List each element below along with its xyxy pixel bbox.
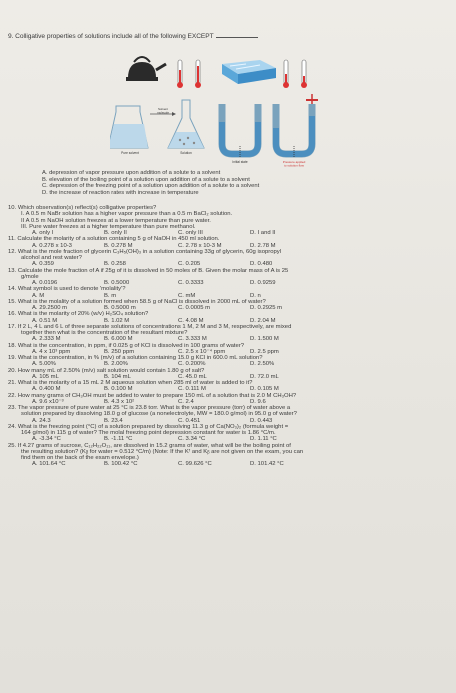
question-stem: 18. What is the concentration, in ppm, if 0.025 g of KCl is dissolved in 100 grams of water? <box>8 342 245 349</box>
choice-c[interactable]: C. 3.34 °C <box>178 436 206 443</box>
question-stem-cont: alcohol and rest water? <box>21 255 82 261</box>
choice-b[interactable]: B. -1.11 °C <box>104 436 133 443</box>
question-22 <box>8 393 452 406</box>
question-stem-cont: find them on the back of the exam envelope.) <box>21 455 139 461</box>
question-25 <box>8 443 452 468</box>
choice-a[interactable]: A. 105 mL <box>32 373 59 380</box>
label-solvent-molecule: Solvent molecule <box>156 107 170 115</box>
question-13 <box>8 268 452 287</box>
choice-c[interactable]: C. 2.78 x 10-3 M <box>178 242 222 249</box>
question-stem: 16. What is the molarity of 20% (w/v) H₂SO₄ solution? <box>8 311 149 318</box>
u-tube-pressure-icon <box>276 94 318 158</box>
choice-c[interactable]: C. 45.0 mL <box>178 373 207 380</box>
beaker-pure-solvent-icon <box>110 106 148 148</box>
choice-a[interactable]: A. 0.278 x 10-3 <box>32 242 72 249</box>
choice-b[interactable]: B. 104 mL <box>104 373 131 380</box>
flask-solution-icon <box>168 100 204 148</box>
choice-b[interactable]: B. m <box>104 292 117 299</box>
choice-d[interactable]: D. 2.78 M <box>250 242 276 249</box>
question-11 <box>8 236 452 249</box>
option-c[interactable]: C. depression of the freezing point of a solution upon addition of a solute to a solvent <box>42 183 260 190</box>
choice-c[interactable]: C. only III <box>178 230 203 236</box>
choice-b[interactable]: B. 1.02 M <box>104 317 130 324</box>
choice-d[interactable]: D. 2.50% <box>250 361 275 368</box>
question-stem: 22. How many grams of CH₃OH must be added to water to prepare 150 mL of a solution that is 2.0 M CH₃OH? <box>8 392 297 399</box>
choice-d[interactable]: D. 9.6 <box>250 398 266 405</box>
choice-a[interactable]: A. only I <box>32 230 54 236</box>
choice-b[interactable]: B. 0.278 M <box>104 242 133 249</box>
choice-d[interactable]: D. 0.480 <box>250 261 273 268</box>
question-stem-cont: the resulting solution? (Kᵦ for water = 0.512 °C/m) (Note: If the Kᶠ and Kᵦ are not given on the exam, you can <box>21 448 304 455</box>
choice-a[interactable]: A. 24.3 <box>32 417 51 424</box>
question-stem: 15. What is the molality of a solution formed when 58.5 g of NaCl is dissolved in 2000 mL of water? <box>8 298 266 305</box>
choice-c[interactable]: C. mM <box>178 292 196 299</box>
option-b[interactable]: B. elevation of the boiling point of a solution upon addition of a solute to a solvent <box>42 176 250 183</box>
choice-b[interactable]: B. 0.5000 m <box>104 305 136 311</box>
choice-d[interactable]: D. 0.105 M <box>250 386 279 393</box>
choice-c[interactable]: C. 4.08 M <box>178 317 204 324</box>
choice-b[interactable]: B. 0.100 M <box>104 386 133 393</box>
u-tube-initial-icon <box>222 104 258 158</box>
question-stem: 11. Calculate the molarity of a solution containing 5 g of NaOH in 450 ml solution. <box>8 236 220 243</box>
statement: II A 0.5 m NaOH solution freezes at a lower temperature than pure water. <box>21 217 211 224</box>
label-initial-state: Initial state <box>232 160 248 164</box>
choice-b[interactable]: B. 23.4 <box>104 417 123 424</box>
ice-tray-icon <box>222 60 276 84</box>
choice-c[interactable]: C. 99.626 °C <box>178 461 212 468</box>
choice-a[interactable]: A. 0.51 M <box>32 317 58 324</box>
choice-b[interactable]: B. 6.000 M <box>104 336 133 343</box>
question-17 <box>8 324 452 343</box>
question-14 <box>8 286 452 299</box>
choice-d[interactable]: D. 72.0 mL <box>250 373 279 380</box>
choice-d[interactable]: D. 2.04 M <box>250 317 276 324</box>
choice-a[interactable]: A. 0.400 M <box>32 386 61 393</box>
choice-d[interactable]: D. 0.9259 <box>250 280 276 286</box>
question-stem: 23. The vapor pressure of pure water at 25 °C is 23.8 torr. What is the vapor pressure (torr) of water above a <box>8 405 291 411</box>
option-a[interactable]: A. depression of vapor pressure upon addition of a solute to a solvent <box>42 170 221 176</box>
colligative-illustration <box>110 48 320 170</box>
question-9 <box>8 33 258 40</box>
thermometer-icon <box>301 60 307 88</box>
choice-d[interactable]: D. 101.42 °C <box>250 461 284 468</box>
kettle-icon <box>126 57 166 81</box>
question-23 <box>8 405 452 424</box>
statement: III. Pure water freezes at a higher temperature than pure methanol. <box>21 223 196 230</box>
question-stem: 12. What is the mole fraction of glycerin C₃H₅(OH)₃ in a solution containing 33g of glycerin, 60g isopropyl <box>8 248 282 255</box>
choice-c[interactable]: C. 0.200% <box>178 361 206 368</box>
choice-b[interactable]: B. 250 ppm <box>104 348 135 355</box>
choice-c[interactable]: C. 0.3333 <box>178 280 204 286</box>
choice-c[interactable]: C. 2.4 <box>178 398 194 405</box>
choice-d[interactable]: D. 1.500 M <box>250 336 279 343</box>
question-9-stem: 9. Colligative properties of solutions include all of the following EXCEPT <box>8 33 214 40</box>
choice-d[interactable]: D. 1.11 °C <box>250 436 277 443</box>
choice-a[interactable]: A. 5.00% <box>32 361 56 368</box>
choice-b[interactable]: B. 2.00% <box>104 361 128 368</box>
question-18 <box>8 343 452 356</box>
question-stem-cont: solution prepared by dissolving 18.0 g of glucose (a nonelectrolyte, MW = 180.0 g/mol) in 95.0 g of water? <box>21 411 297 418</box>
choice-b[interactable]: B. 0.5000 <box>104 280 130 286</box>
question-stem: 24. What is the freezing point (°C) of a solution prepared by dissolving 11.3 g of Ca(NO₃)₂ (formula weight = <box>8 423 289 430</box>
choice-a[interactable]: A. M <box>32 292 45 299</box>
choice-c[interactable]: C. 0.0005 m <box>178 305 211 311</box>
question-stem: 25. If 4.27 grams of sucrose, C₁₂H₂₂O₁₁, are dissolved in 15.2 grams of water, what will be the boiling point of <box>8 442 291 449</box>
thermometer-icon <box>283 60 289 88</box>
question-24 <box>8 424 452 443</box>
question-stem: 17. If 2 L, 4 L and 6 L of three separate solutions of concentrations 1 M, 2 M and 3 M, respectively, are mixed <box>8 323 292 330</box>
question-10 <box>8 205 452 236</box>
question-20 <box>8 368 452 381</box>
question-16 <box>8 311 452 324</box>
choice-c[interactable]: C. 0.451 <box>178 417 201 424</box>
question-stem: 10. Which observation(s) reflect(s) colligative properties? <box>8 205 157 211</box>
choice-a[interactable]: A. 0.359 <box>32 261 54 268</box>
question-stem-cont: 164 g/mol) in 115 g of water? The molal freezing point depression constant for water is 1.86 °C/m. <box>21 430 276 436</box>
label-solution: Solution <box>180 151 192 155</box>
choice-d[interactable]: D. 2.5 ppm <box>250 348 279 355</box>
choice-c[interactable]: C. 0.111 M <box>178 386 206 393</box>
choice-a[interactable]: A. 29.2500 m <box>32 305 68 311</box>
choice-b[interactable]: B. 0.258 <box>104 261 126 268</box>
choice-c[interactable]: C. 3.333 M <box>178 336 207 343</box>
question-12 <box>8 249 452 268</box>
thermometer-icon <box>177 60 183 88</box>
choice-d[interactable]: D. 0.443 <box>250 417 273 424</box>
choice-d[interactable]: D. I and II <box>250 230 276 236</box>
label-pure-solvent: Pure solvent <box>121 151 139 155</box>
choice-d[interactable]: D. n <box>250 292 261 299</box>
question-19 <box>8 355 452 368</box>
question-9-options <box>42 170 259 197</box>
label-pressure-applied: Pressure applied to solution flow <box>282 160 306 168</box>
question-21 <box>8 380 452 393</box>
choice-a[interactable]: A. 9.6 x10⁻³ <box>32 398 64 405</box>
question-stem: 19. What is the concentration, in % (m/v) of a solution containing 15.0 g KCl in 600.0 mL solution? <box>8 355 263 361</box>
question-15 <box>8 299 452 312</box>
choice-a[interactable]: A. 101.64 °C <box>32 461 66 468</box>
question-stem: 21. What is the molarity of a 15 mL 2 M aqueous solution when 285 ml of water is added to it? <box>8 380 253 386</box>
choice-c[interactable]: C. 0.205 <box>178 261 201 268</box>
question-stem-cont: together then what is the concentration of the resultant mixture? <box>21 330 188 336</box>
choice-a[interactable]: A. 2.333 M <box>32 336 61 343</box>
question-stem: 20. How many mL of 2.50% (m/v) salt solution would contain 1.80 g of salt? <box>8 367 205 374</box>
choice-b[interactable]: B. 100.42 °C <box>104 461 138 468</box>
choice-b[interactable]: B. only II <box>104 230 127 236</box>
choice-a[interactable]: A. -3.34 °C <box>32 436 61 443</box>
question-stem: 13. Calculate the mole fraction of A if 25g of it is dissolved in 50 moles of B. Given the molar mass of A is 25 <box>8 267 289 274</box>
question-stem: 14. What symbol is used to denote 'molality'? <box>8 286 126 293</box>
choice-c[interactable]: C. 2.5 x 10⁻⁴ ppm <box>178 348 226 355</box>
thermometer-icon <box>195 60 201 88</box>
option-d[interactable]: D. the increase of reaction rates with increase in temperature <box>42 190 199 197</box>
choice-a[interactable]: A. 0.0196 <box>32 280 58 286</box>
statement: I. A 0.5 m NaBr solution has a higher vapor pressure than a 0.5 m BaCl₂ solution. <box>21 211 233 218</box>
answer-blank <box>216 37 258 38</box>
question-stem-cont: g/mole <box>21 273 39 280</box>
choice-a[interactable]: A. 4 x 10³ ppm <box>32 348 71 355</box>
choice-d[interactable]: D. 0.2925 m <box>250 305 283 311</box>
choice-b[interactable]: B. 4.3 x 10² <box>104 398 135 405</box>
questions-list <box>8 205 452 468</box>
